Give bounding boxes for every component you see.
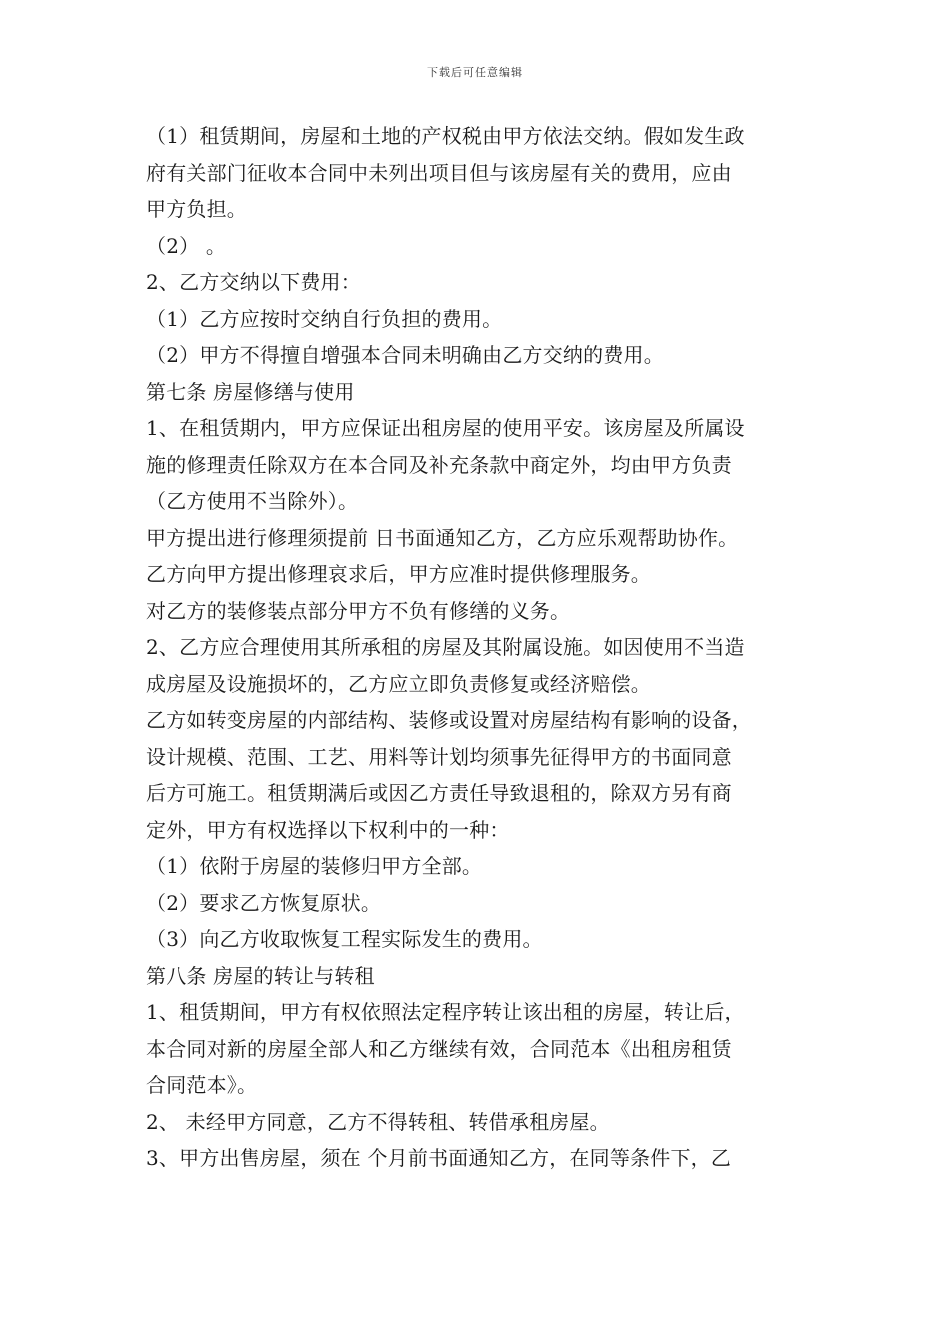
text-line: 甲方负担。	[146, 197, 247, 221]
text-line: （3）向乙方收取恢复工程实际发生的费用。	[146, 927, 543, 951]
text-line: 乙方向甲方提出修理哀求后，甲方应准时提供修理服务。	[146, 562, 651, 586]
text-line: 2、乙方应合理使用其所承租的房屋及其附属设施。如因使用不当造	[146, 635, 745, 659]
text-line: （2）甲方不得擅自增强本合同未明确由乙方交纳的费用。	[146, 343, 664, 367]
text-line: 设计规模、范围、工艺、用料等计划均须事先征得甲方的书面同意	[146, 744, 732, 769]
text-line: （乙方使用不当除外）。	[146, 489, 359, 513]
text-line: （2）要求乙方恢复原状。	[146, 890, 382, 915]
text-line: 府有关部门征收本合同中未列出项目但与该房屋有关的费用，应由	[146, 160, 732, 185]
text-line: （2） 。	[146, 233, 227, 258]
text-line: 定外，甲方有权选择以下权利中的一种：	[146, 817, 510, 842]
text-line: 本合同对新的房屋全部人和乙方继续有效，合同范本《出租房租赁	[146, 1036, 732, 1061]
text-line: 2、乙方交纳以下费用：	[146, 270, 361, 294]
text-line: 甲方提出进行修理须提前 日书面通知乙方，乙方应乐观帮助协作。	[146, 525, 739, 550]
text-line: 后方可施工。租赁期满后或因乙方责任导致退租的，除双方另有商	[146, 781, 732, 805]
text-line: （1）租赁期间，房屋和土地的产权税由甲方依法交纳。假如发生政	[146, 124, 745, 148]
text-line: 1、在租赁期内，甲方应保证出租房屋的使用平安。该房屋及所属设	[146, 416, 745, 440]
text-line: 合同范本》。	[146, 1073, 258, 1097]
text-line: 施的修理责任除双方在本合同及补充条款中商定外，均由甲方负责	[146, 452, 732, 477]
text-line: 对乙方的装修装点部分甲方不负有修缮的义务。	[146, 598, 571, 623]
text-line: 3、甲方出售房屋，须在 个月前书面通知乙方，在同等条件下，乙	[146, 1146, 732, 1170]
section-heading: 第八条 房屋的转让与转租	[146, 963, 375, 988]
text-line: 2、 未经甲方同意，乙方不得转租、转借承租房屋。	[146, 1109, 610, 1134]
document-body	[146, 118, 811, 1177]
text-line: 成房屋及设施损坏的，乙方应立即负责修复或经济赔偿。	[146, 671, 651, 696]
text-line: 乙方如转变房屋的内部结构、装修或设置对房屋结构有影响的设备，	[146, 708, 752, 732]
text-line: 1、租赁期间，甲方有权依照法定程序转让该出租的房屋，转让后，	[146, 1000, 745, 1024]
section-heading: 第七条 房屋修缮与使用	[146, 379, 355, 404]
text-line: （1）依附于房屋的装修归甲方全部。	[146, 854, 483, 878]
page-header: 下载后可任意编辑	[427, 66, 523, 79]
text-line: （1）乙方应按时交纳自行负担的费用。	[146, 306, 503, 331]
